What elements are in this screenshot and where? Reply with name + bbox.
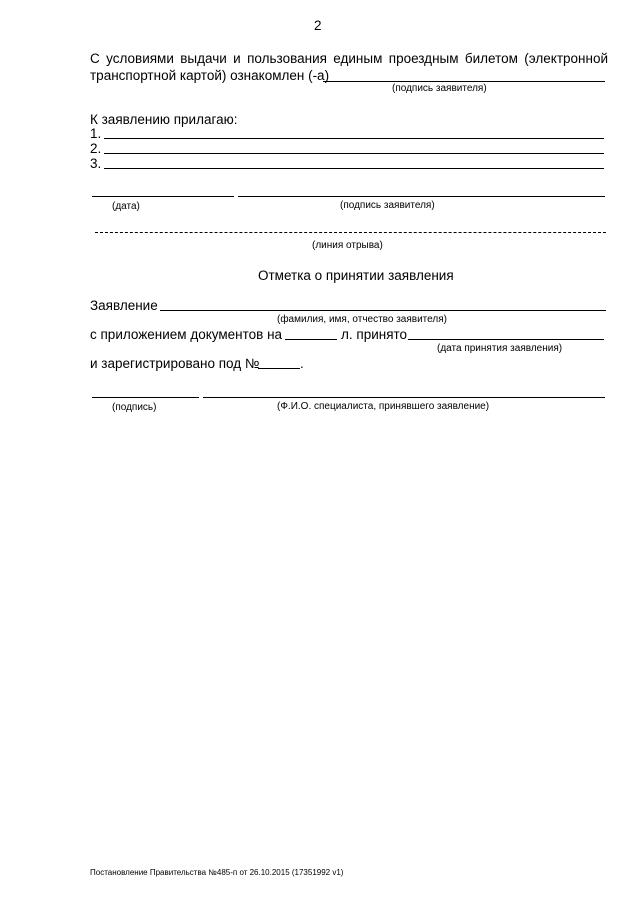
registered-suffix: .: [300, 356, 304, 371]
attachment-number-2: 2.: [90, 141, 102, 156]
acceptance-date-line[interactable]: [408, 339, 604, 340]
attachment-line-2[interactable]: [104, 153, 604, 154]
docs-accepted-text: л. принято: [341, 327, 408, 342]
applicant-name-caption: (фамилия, имя, отчество заявителя): [277, 314, 447, 325]
attachment-line-1[interactable]: [104, 138, 604, 139]
acquaint-signature-caption: (подпись заявителя): [392, 83, 487, 94]
date-caption: (дата): [112, 201, 140, 212]
specialist-signature-line[interactable]: [92, 397, 199, 398]
receipt-title: Отметка о принятии заявления: [258, 268, 454, 283]
acquaint-signature-line[interactable]: [323, 81, 605, 82]
attachments-heading: К заявлению прилагаю:: [90, 112, 238, 127]
tear-line: [95, 232, 606, 233]
statement-label: Заявление: [90, 298, 158, 313]
specialist-name-line[interactable]: [203, 397, 605, 398]
specialist-signature-caption: (подпись): [112, 402, 157, 413]
registration-number-line[interactable]: [258, 368, 300, 369]
registered-label: и зарегистрировано под №: [90, 356, 260, 371]
applicant-name-line[interactable]: [160, 310, 606, 311]
acquaint-line-2: транспортной картой) ознакомлен (-а): [90, 68, 330, 83]
pages-count-line[interactable]: [285, 339, 337, 340]
applicant-signature-caption: (подпись заявителя): [340, 200, 435, 211]
acquaint-line-1: С условиями выдачи и пользования единым проездным билетом (электронной: [90, 51, 608, 66]
attachment-number-1: 1.: [90, 126, 102, 141]
acceptance-date-caption: (дата принятия заявления): [437, 343, 563, 354]
page-number: 2: [314, 18, 322, 33]
footer-note: Постановление Правительства №485-п от 26.10.2015 (17351992 v1): [90, 868, 344, 877]
attachment-number-3: 3.: [90, 156, 102, 171]
date-line[interactable]: [92, 196, 234, 197]
attachment-line-3[interactable]: [104, 168, 604, 169]
tear-line-caption: (линия отрыва): [312, 240, 383, 251]
docs-prefix: с приложением документов на: [90, 327, 283, 342]
specialist-name-caption: (Ф.И.О. специалиста, принявшего заявление): [277, 401, 490, 412]
applicant-signature-line[interactable]: [238, 196, 605, 197]
